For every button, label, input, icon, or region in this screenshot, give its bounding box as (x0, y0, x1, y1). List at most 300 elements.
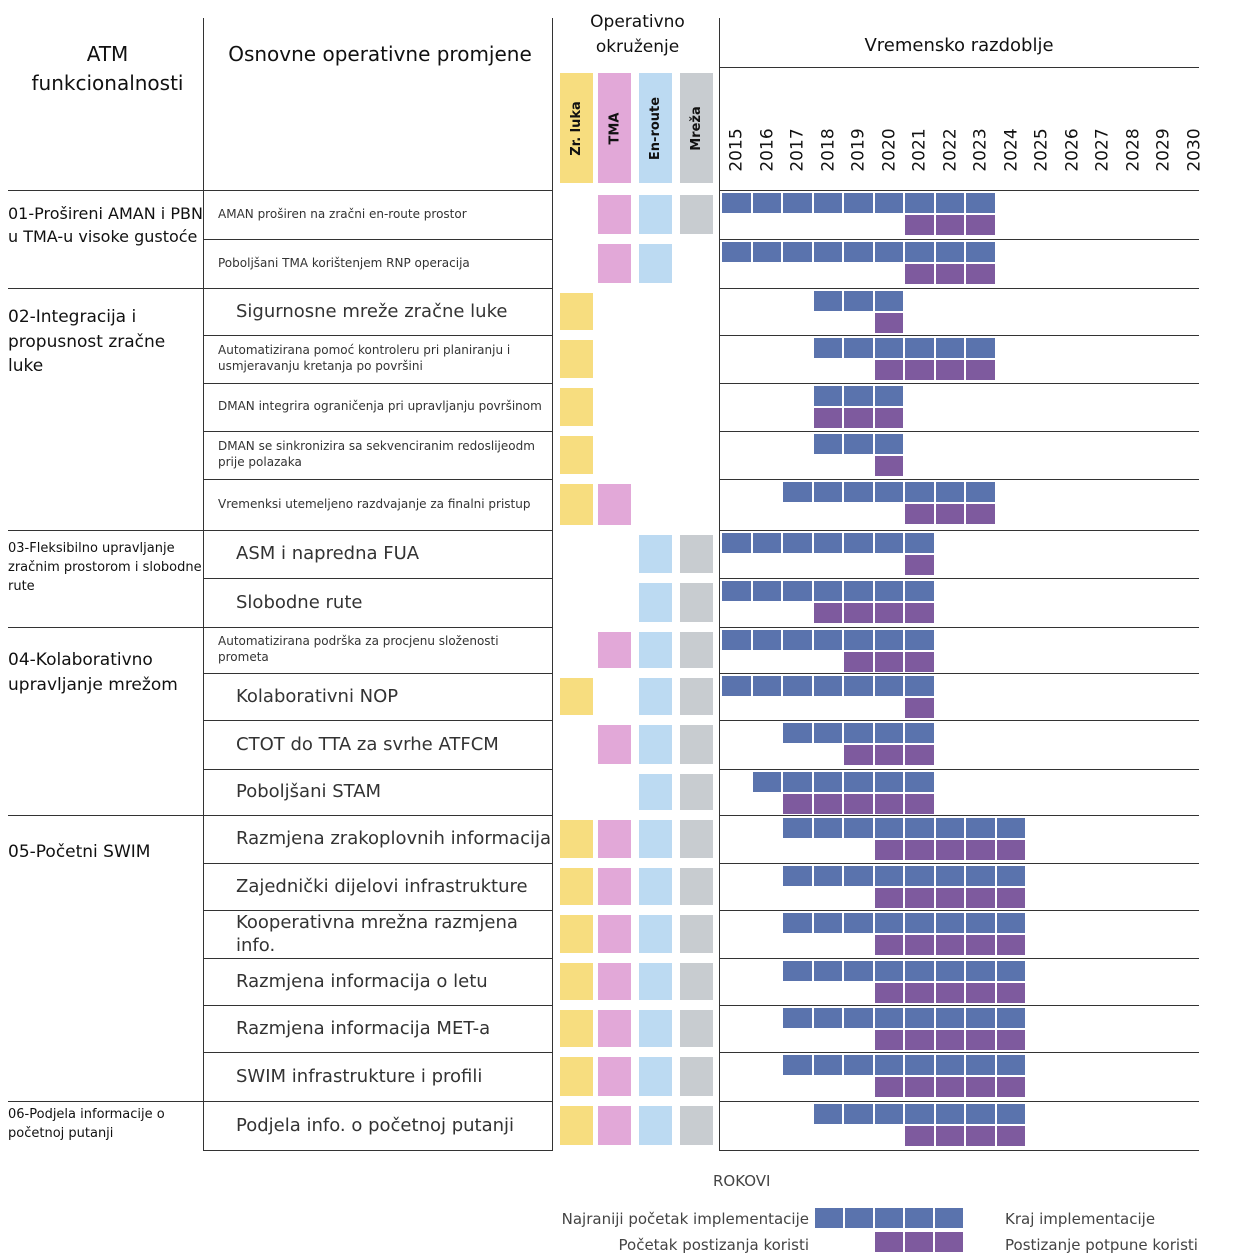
implementation-block (875, 1008, 906, 1028)
env-cell-1 (598, 632, 631, 668)
benefit-block (905, 840, 936, 860)
legend-blue-swatch (815, 1208, 845, 1228)
implementation-block (905, 242, 936, 262)
time-row-separator (719, 479, 1199, 480)
implementation-block (966, 1008, 997, 1028)
implementation-block (753, 772, 784, 792)
env-cell-3 (680, 632, 713, 668)
implementation-block (783, 866, 814, 886)
group-separator (8, 288, 204, 289)
benefit-block (844, 745, 875, 765)
env-cell-3 (680, 915, 713, 953)
benefit-block (966, 504, 997, 524)
implementation-block (905, 1008, 936, 1028)
implementation-block (753, 676, 784, 696)
time-row-separator (719, 1150, 1199, 1151)
legend-blue-right: Kraj implementacije (1005, 1210, 1156, 1228)
implementation-block (966, 193, 997, 213)
year-label (1119, 120, 1149, 180)
change-label: Zajednički dijelovi infrastrukture (236, 875, 528, 897)
implementation-block (753, 630, 784, 650)
env-header-text: En-route (648, 96, 664, 160)
implementation-block (875, 913, 906, 933)
time-row-separator (719, 815, 1199, 816)
benefit-block (997, 1077, 1028, 1097)
benefit-block (905, 935, 936, 955)
benefit-block (875, 603, 906, 623)
implementation-block (875, 533, 906, 553)
implementation-block (814, 434, 845, 454)
benefit-block (936, 264, 967, 284)
implementation-block (722, 676, 753, 696)
implementation-block (966, 242, 997, 262)
benefit-block (966, 1077, 997, 1097)
benefit-block (844, 603, 875, 623)
benefit-block (997, 1030, 1028, 1050)
year-text: 2028 (1123, 128, 1144, 172)
implementation-block (844, 630, 875, 650)
implementation-block (783, 676, 814, 696)
benefit-block (966, 1030, 997, 1050)
col-divider-2 (552, 18, 553, 1150)
time-row-separator (719, 530, 1199, 531)
implementation-block (814, 1008, 845, 1028)
implementation-block (905, 533, 936, 553)
implementation-block (875, 1104, 906, 1124)
benefit-block (875, 360, 906, 380)
group-separator (8, 627, 204, 628)
implementation-block (966, 1055, 997, 1075)
env-header-label-0 (560, 73, 593, 183)
implementation-block (844, 434, 875, 454)
implementation-block (844, 533, 875, 553)
time-row-separator (719, 190, 1199, 191)
implementation-block (844, 772, 875, 792)
env-header-label-3 (680, 73, 713, 183)
year-label (783, 120, 813, 180)
year-text: 2018 (818, 128, 839, 172)
env-cell-0 (560, 484, 593, 525)
implementation-block (905, 723, 936, 743)
benefit-block (966, 935, 997, 955)
legend-title: ROKOVI (713, 1172, 771, 1190)
env-cell-3 (680, 1106, 713, 1145)
implementation-block (783, 772, 814, 792)
benefit-block (936, 840, 967, 860)
implementation-block (875, 1055, 906, 1075)
time-row-separator (719, 335, 1199, 336)
legend-purple-swatch (905, 1232, 935, 1252)
benefit-block (844, 794, 875, 814)
implementation-block (936, 193, 967, 213)
implementation-block (997, 913, 1028, 933)
implementation-block (783, 1055, 814, 1075)
time-header-line (719, 67, 1199, 68)
env-cell-3 (680, 1057, 713, 1096)
implementation-block (905, 866, 936, 886)
benefit-block (875, 1077, 906, 1097)
implementation-block (844, 1055, 875, 1075)
legend-blue-swatch (845, 1208, 875, 1228)
implementation-block (844, 242, 875, 262)
implementation-block (875, 386, 906, 406)
legend-purple-left: Početak postizanja koristi (618, 1236, 809, 1254)
env-cell-2 (639, 632, 672, 668)
implementation-block (966, 818, 997, 838)
env-cell-0 (560, 868, 593, 905)
change-label: Automatizirana pomoć kontroleru pri planiranju i usmjeravanju kretanja po površini (218, 343, 511, 373)
change-label: DMAN integrira ograničenja pri upravljanju površinom (218, 399, 542, 414)
env-cell-1 (598, 1106, 631, 1145)
env-cell-2 (639, 774, 672, 810)
change-label: Slobodne rute (236, 591, 363, 613)
functionality-label: 02-Integracija i propusnost zračne luke (8, 307, 166, 377)
year-label (814, 120, 844, 180)
benefit-block (905, 360, 936, 380)
implementation-block (905, 961, 936, 981)
implementation-block (905, 913, 936, 933)
functionality-label: 01-Prošireni AMAN i PBN u TMA-u visoke gustoće (8, 204, 203, 247)
implementation-block (936, 913, 967, 933)
implementation-block (936, 338, 967, 358)
implementation-block (814, 242, 845, 262)
benefit-block (905, 1126, 936, 1146)
implementation-block (966, 1104, 997, 1124)
implementation-block (875, 961, 906, 981)
change-label: Kolaborativni NOP (236, 685, 399, 707)
time-row-separator (719, 288, 1199, 289)
benefit-block (936, 888, 967, 908)
implementation-block (875, 434, 906, 454)
env-cell-1 (598, 868, 631, 905)
year-text: 2029 (1154, 128, 1175, 172)
env-cell-3 (680, 535, 713, 573)
benefit-block (875, 1030, 906, 1050)
implementation-block (844, 338, 875, 358)
implementation-block (844, 913, 875, 933)
time-row-separator (719, 383, 1199, 384)
implementation-block (753, 193, 784, 213)
benefit-block (814, 408, 845, 428)
env-cell-2 (639, 1106, 672, 1145)
benefit-block (936, 1126, 967, 1146)
implementation-block (875, 193, 906, 213)
implementation-block (844, 818, 875, 838)
implementation-block (997, 961, 1028, 981)
group-separator (8, 1101, 204, 1102)
implementation-block (905, 482, 936, 502)
implementation-block (997, 1055, 1028, 1075)
implementation-block (844, 676, 875, 696)
implementation-block (966, 913, 997, 933)
env-cell-0 (560, 1057, 593, 1096)
implementation-block (875, 581, 906, 601)
benefit-block (875, 888, 906, 908)
env-cell-1 (598, 820, 631, 858)
implementation-block (844, 1104, 875, 1124)
env-cell-0 (560, 820, 593, 858)
change-label: Razmjena informacija o letu (236, 970, 488, 992)
benefit-block (966, 888, 997, 908)
env-cell-0 (560, 915, 593, 953)
implementation-block (783, 723, 814, 743)
benefit-block (814, 603, 845, 623)
implementation-block (905, 1055, 936, 1075)
env-cell-3 (680, 774, 713, 810)
implementation-block (783, 913, 814, 933)
change-label: Kooperativna mrežna razmjena info. (236, 911, 518, 956)
col-divider-1 (203, 18, 204, 1150)
year-label (1088, 120, 1118, 180)
implementation-block (814, 1055, 845, 1075)
env-cell-1 (598, 244, 631, 283)
implementation-block (814, 482, 845, 502)
year-label (875, 120, 905, 180)
benefit-block (936, 215, 967, 235)
benefit-block (844, 408, 875, 428)
env-cell-1 (598, 1010, 631, 1047)
implementation-block (753, 581, 784, 601)
implementation-block (844, 1008, 875, 1028)
env-cell-0 (560, 340, 593, 378)
implementation-block (936, 242, 967, 262)
implementation-block (875, 723, 906, 743)
year-label (1180, 120, 1210, 180)
env-cell-3 (680, 963, 713, 1000)
implementation-block (814, 961, 845, 981)
benefit-block (997, 983, 1028, 1003)
implementation-block (875, 291, 906, 311)
benefit-block (875, 745, 906, 765)
change-label: Podjela info. o početnoj putanji (236, 1114, 515, 1136)
implementation-block (722, 630, 753, 650)
implementation-block (844, 961, 875, 981)
group-separator (8, 530, 204, 531)
env-cell-0 (560, 388, 593, 426)
time-row-separator (719, 673, 1199, 674)
time-row-separator (719, 1101, 1199, 1102)
functionality-label: 03-Fleksibilno upravljanje zračnim prostorom i slobodne rute (8, 541, 202, 594)
change-label: Vremenksi utemeljeno razdvajanje za finalni pristup (218, 496, 531, 511)
year-text: 2019 (849, 128, 870, 172)
col-divider-3 (719, 18, 720, 1150)
env-cell-2 (639, 1010, 672, 1047)
implementation-block (722, 193, 753, 213)
implementation-block (814, 386, 845, 406)
implementation-block (753, 533, 784, 553)
implementation-block (814, 193, 845, 213)
implementation-block (783, 818, 814, 838)
benefit-block (966, 1126, 997, 1146)
env-cell-1 (598, 725, 631, 764)
implementation-block (905, 818, 936, 838)
change-label: Poboljšani STAM (236, 781, 382, 803)
implementation-block (722, 581, 753, 601)
implementation-block (875, 818, 906, 838)
legend-blue-swatch (875, 1208, 905, 1228)
env-cell-3 (680, 583, 713, 622)
change-label: Razmjena informacija MET-a (236, 1017, 491, 1039)
implementation-block (936, 961, 967, 981)
year-text: 2021 (910, 128, 931, 172)
time-row-separator (719, 1052, 1199, 1053)
legend-purple-swatch (875, 1232, 905, 1252)
year-label (936, 120, 966, 180)
implementation-block (875, 242, 906, 262)
header-changes: Osnovne operativne promjene (228, 42, 532, 66)
env-cell-2 (639, 678, 672, 715)
year-label (1149, 120, 1179, 180)
benefit-block (905, 215, 936, 235)
benefit-block (875, 456, 906, 476)
implementation-block (875, 772, 906, 792)
implementation-block (783, 193, 814, 213)
time-row-separator (719, 239, 1199, 240)
change-label: DMAN se sinkronizira sa sekvenciranim redoslijeodm prije polazaka (218, 439, 535, 469)
implementation-block (875, 676, 906, 696)
benefit-block (875, 408, 906, 428)
implementation-block (814, 723, 845, 743)
benefit-block (875, 935, 906, 955)
env-cell-0 (560, 436, 593, 474)
benefit-block (905, 1030, 936, 1050)
benefit-block (997, 935, 1028, 955)
implementation-block (966, 482, 997, 502)
benefit-block (966, 264, 997, 284)
time-row-separator (719, 720, 1199, 721)
env-header-text: Mreža (689, 105, 705, 151)
env-cell-3 (680, 820, 713, 858)
env-header-text: TMA (607, 112, 622, 144)
change-label: Sigurnosne mreže zračne luke (236, 300, 508, 322)
implementation-block (875, 630, 906, 650)
benefit-block (905, 264, 936, 284)
change-label: Automatizirana podrška za procjenu složenosti prometa (218, 634, 499, 664)
benefit-block (936, 504, 967, 524)
env-cell-2 (639, 868, 672, 905)
benefit-block (905, 983, 936, 1003)
implementation-block (936, 1104, 967, 1124)
env-cell-3 (680, 725, 713, 764)
implementation-block (844, 193, 875, 213)
env-cell-1 (598, 963, 631, 1000)
year-text: 2020 (879, 128, 900, 172)
env-cell-0 (560, 963, 593, 1000)
implementation-block (936, 1008, 967, 1028)
implementation-block (875, 866, 906, 886)
year-text: 2027 (1093, 128, 1114, 172)
benefit-block (936, 983, 967, 1003)
year-text: 2023 (971, 128, 992, 172)
implementation-block (783, 533, 814, 553)
env-cell-2 (639, 820, 672, 858)
env-cell-3 (680, 195, 713, 234)
benefit-block (875, 313, 906, 333)
benefit-block (814, 794, 845, 814)
implementation-block (814, 630, 845, 650)
implementation-block (905, 581, 936, 601)
year-label (844, 120, 874, 180)
implementation-block (814, 338, 845, 358)
benefit-block (905, 794, 936, 814)
row-separator (203, 1150, 553, 1151)
benefit-block (936, 1030, 967, 1050)
implementation-block (905, 1104, 936, 1124)
env-cell-2 (639, 915, 672, 953)
implementation-block (814, 913, 845, 933)
benefit-block (966, 840, 997, 860)
env-cell-1 (598, 484, 631, 525)
implementation-block (814, 676, 845, 696)
benefit-block (905, 504, 936, 524)
legend-blue-left: Najraniji početak implementacije (561, 1210, 809, 1228)
implementation-block (997, 1104, 1028, 1124)
benefit-block (966, 215, 997, 235)
benefit-block (905, 555, 936, 575)
implementation-block (997, 1008, 1028, 1028)
benefit-block (966, 983, 997, 1003)
implementation-block (966, 338, 997, 358)
implementation-block (997, 866, 1028, 886)
legend-blue-swatch (905, 1208, 935, 1228)
change-label: ASM i napredna FUA (236, 543, 420, 565)
time-row-separator (719, 958, 1199, 959)
legend-purple-right: Postizanje potpune koristi (1005, 1236, 1198, 1254)
benefit-block (905, 698, 936, 718)
env-cell-1 (598, 1057, 631, 1096)
year-text: 2025 (1032, 128, 1053, 172)
benefit-block (936, 1077, 967, 1097)
group-separator (8, 815, 204, 816)
benefit-block (875, 652, 906, 672)
implementation-block (814, 866, 845, 886)
implementation-block (905, 630, 936, 650)
benefit-block (875, 794, 906, 814)
implementation-block (844, 581, 875, 601)
env-cell-3 (680, 678, 713, 715)
benefit-block (936, 935, 967, 955)
year-text: 2030 (1184, 128, 1205, 172)
year-label (1058, 120, 1088, 180)
implementation-block (936, 1055, 967, 1075)
year-label (722, 120, 752, 180)
benefit-block (936, 360, 967, 380)
implementation-block (905, 772, 936, 792)
implementation-block (875, 482, 906, 502)
year-text: 2016 (757, 128, 778, 172)
benefit-block (905, 652, 936, 672)
implementation-block (905, 676, 936, 696)
implementation-block (814, 818, 845, 838)
year-label (753, 120, 783, 180)
year-text: 2015 (727, 128, 748, 172)
env-cell-3 (680, 1010, 713, 1047)
env-cell-1 (598, 915, 631, 953)
benefit-block (905, 1077, 936, 1097)
implementation-block (844, 291, 875, 311)
implementation-block (936, 818, 967, 838)
env-header-text: Zr. luka (569, 100, 585, 156)
implementation-block (722, 533, 753, 553)
implementation-block (783, 242, 814, 262)
env-cell-0 (560, 1106, 593, 1145)
implementation-block (997, 818, 1028, 838)
env-cell-0 (560, 1010, 593, 1047)
time-row-separator (719, 431, 1199, 432)
benefit-block (966, 360, 997, 380)
implementation-block (814, 1104, 845, 1124)
change-label: AMAN proširen na zračni en-route prostor (218, 206, 467, 221)
